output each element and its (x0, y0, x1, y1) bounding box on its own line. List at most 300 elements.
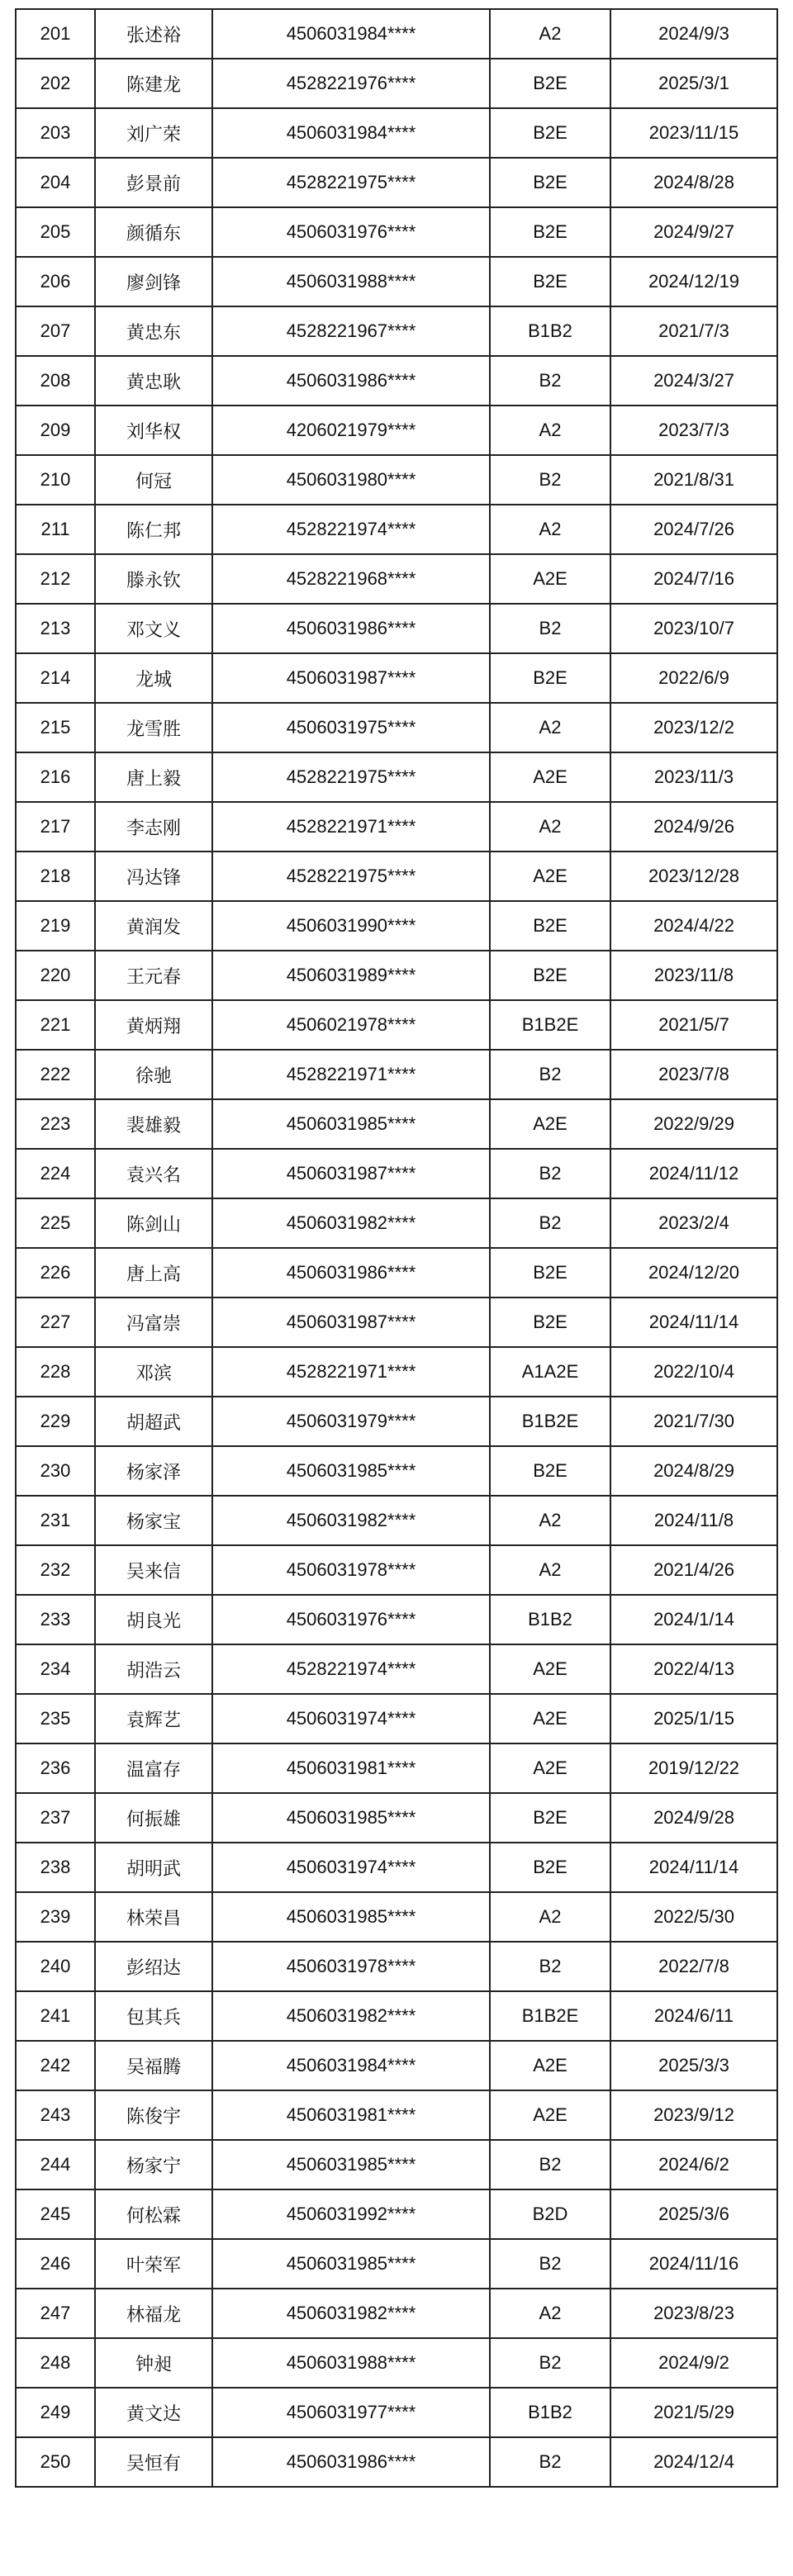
name-cell: 徐驰 (95, 1050, 212, 1099)
row-number-cell: 245 (16, 2189, 95, 2239)
name-cell: 刘广荣 (95, 108, 212, 158)
row-number-cell: 205 (16, 207, 95, 257)
name-cell: 裴雄毅 (95, 1099, 212, 1149)
name-cell: 林福龙 (95, 2289, 212, 2338)
table-row (16, 1297, 777, 1347)
table-row (16, 455, 777, 505)
license-class-cell: B2D (490, 2189, 610, 2239)
license-class-cell: B1B2 (490, 1595, 610, 1644)
name-cell: 黄忠耿 (95, 356, 212, 406)
id-number-cell: 4506031986**** (212, 2437, 490, 2487)
date-cell: 2024/7/16 (610, 554, 777, 604)
id-number-cell: 4506031988**** (212, 2338, 490, 2388)
name-cell: 黄润发 (95, 901, 212, 951)
id-number-cell: 4506031974**** (212, 1843, 490, 1892)
license-class-cell: B2 (490, 1942, 610, 1991)
id-number-cell: 4506031984**** (212, 108, 490, 158)
row-number-cell: 207 (16, 306, 95, 356)
row-number-cell: 222 (16, 1050, 95, 1099)
name-cell: 包其兵 (95, 1991, 212, 2041)
name-cell: 滕永钦 (95, 554, 212, 604)
date-cell: 2024/4/22 (610, 901, 777, 951)
license-class-cell: B1B2E (490, 1991, 610, 2041)
name-cell: 袁兴名 (95, 1149, 212, 1198)
license-class-cell: A2 (490, 1892, 610, 1942)
row-number-cell: 247 (16, 2289, 95, 2338)
date-cell: 2024/11/14 (610, 1297, 777, 1347)
date-cell: 2025/3/3 (610, 2041, 777, 2090)
table-row (16, 505, 777, 554)
row-number-cell: 229 (16, 1397, 95, 1446)
license-class-cell: B2E (490, 1446, 610, 1496)
id-number-cell: 4506031977**** (212, 2388, 490, 2437)
table-row (16, 1496, 777, 1545)
row-number-cell: 220 (16, 951, 95, 1000)
id-number-cell: 4506031986**** (212, 1248, 490, 1297)
name-cell: 冯达锋 (95, 852, 212, 901)
table-row (16, 2041, 777, 2090)
table-row (16, 2289, 777, 2338)
id-number-cell: 4506031978**** (212, 1545, 490, 1595)
date-cell: 2022/7/8 (610, 1942, 777, 1991)
license-class-cell: B2 (490, 2437, 610, 2487)
name-cell: 龙城 (95, 653, 212, 703)
license-class-cell: B2 (490, 604, 610, 653)
date-cell: 2023/12/28 (610, 852, 777, 901)
license-class-cell: A2 (490, 2289, 610, 2338)
row-number-cell: 233 (16, 1595, 95, 1644)
name-cell: 温富存 (95, 1743, 212, 1793)
row-number-cell: 239 (16, 1892, 95, 1942)
id-number-cell: 4528221974**** (212, 1644, 490, 1694)
id-number-cell: 4506031989**** (212, 951, 490, 1000)
license-class-cell: B2E (490, 1793, 610, 1843)
date-cell: 2019/12/22 (610, 1743, 777, 1793)
name-cell: 黄文达 (95, 2388, 212, 2437)
name-cell: 吴福腾 (95, 2041, 212, 2090)
date-cell: 2023/9/12 (610, 2090, 777, 2140)
table-row (16, 1843, 777, 1892)
table-row (16, 1942, 777, 1991)
license-class-cell: B1B2E (490, 1000, 610, 1050)
license-class-cell: B2 (490, 1050, 610, 1099)
id-number-cell: 4506031985**** (212, 2239, 490, 2289)
id-number-cell: 4528221975**** (212, 852, 490, 901)
license-class-cell: A2 (490, 9, 610, 59)
name-cell: 胡超武 (95, 1397, 212, 1446)
name-cell: 叶荣军 (95, 2239, 212, 2289)
row-number-cell: 201 (16, 9, 95, 59)
id-number-cell: 4528221974**** (212, 505, 490, 554)
license-class-cell: B2 (490, 455, 610, 505)
date-cell: 2021/5/7 (610, 1000, 777, 1050)
row-number-cell: 210 (16, 455, 95, 505)
id-number-cell: 4506031992**** (212, 2189, 490, 2239)
id-number-cell: 4506031982**** (212, 1198, 490, 1248)
id-number-cell: 4506031987**** (212, 653, 490, 703)
name-cell: 冯富崇 (95, 1297, 212, 1347)
row-number-cell: 226 (16, 1248, 95, 1297)
name-cell: 何松霖 (95, 2189, 212, 2239)
license-class-cell: A2 (490, 802, 610, 852)
date-cell: 2024/11/8 (610, 1496, 777, 1545)
date-cell: 2024/9/27 (610, 207, 777, 257)
license-class-cell: B2E (490, 951, 610, 1000)
table-row (16, 2090, 777, 2140)
id-number-cell: 4506031986**** (212, 356, 490, 406)
row-number-cell: 212 (16, 554, 95, 604)
id-number-cell: 4506031974**** (212, 1694, 490, 1743)
row-number-cell: 237 (16, 1793, 95, 1843)
date-cell: 2021/8/31 (610, 455, 777, 505)
row-number-cell: 249 (16, 2388, 95, 2437)
id-number-cell: 4506031985**** (212, 1446, 490, 1496)
id-number-cell: 4506031987**** (212, 1149, 490, 1198)
license-class-cell: B2 (490, 1149, 610, 1198)
table-row (16, 1099, 777, 1149)
row-number-cell: 202 (16, 59, 95, 108)
name-cell: 唐上毅 (95, 752, 212, 802)
row-number-cell: 227 (16, 1297, 95, 1347)
table-row (16, 2388, 777, 2437)
row-number-cell: 217 (16, 802, 95, 852)
license-class-cell: B2E (490, 653, 610, 703)
table-row (16, 1793, 777, 1843)
row-number-cell: 228 (16, 1347, 95, 1397)
license-class-cell: B2E (490, 1297, 610, 1347)
date-cell: 2024/12/19 (610, 257, 777, 306)
license-class-cell: A2E (490, 852, 610, 901)
date-cell: 2025/3/1 (610, 59, 777, 108)
date-cell: 2024/6/2 (610, 2140, 777, 2189)
license-class-cell: B2 (490, 2338, 610, 2388)
name-cell: 张述裕 (95, 9, 212, 59)
table-row (16, 1248, 777, 1297)
license-class-cell: B2E (490, 158, 610, 207)
date-cell: 2023/12/2 (610, 703, 777, 752)
id-number-cell: 4506031976**** (212, 207, 490, 257)
row-number-cell: 206 (16, 257, 95, 306)
id-number-cell: 4506031985**** (212, 2140, 490, 2189)
id-number-cell: 4506031988**** (212, 257, 490, 306)
license-class-cell: A2E (490, 1644, 610, 1694)
date-cell: 2021/4/26 (610, 1545, 777, 1595)
date-cell: 2023/10/7 (610, 604, 777, 653)
name-cell: 何冠 (95, 455, 212, 505)
id-number-cell: 4506031978**** (212, 1942, 490, 1991)
table-row (16, 2140, 777, 2189)
row-number-cell: 230 (16, 1446, 95, 1496)
id-number-cell: 4506031984**** (212, 2041, 490, 2090)
table-row (16, 2189, 777, 2239)
name-cell: 杨家宁 (95, 2140, 212, 2189)
date-cell: 2025/1/15 (610, 1694, 777, 1743)
date-cell: 2021/7/3 (610, 306, 777, 356)
table-row (16, 356, 777, 406)
table-row (16, 1198, 777, 1248)
table-row (16, 604, 777, 653)
row-number-cell: 221 (16, 1000, 95, 1050)
table-row (16, 257, 777, 306)
table-row (16, 59, 777, 108)
row-number-cell: 236 (16, 1743, 95, 1793)
name-cell: 唐上高 (95, 1248, 212, 1297)
table-row (16, 406, 777, 455)
date-cell: 2024/3/27 (610, 356, 777, 406)
row-number-cell: 241 (16, 1991, 95, 2041)
row-number-cell: 219 (16, 901, 95, 951)
license-class-cell: B2E (490, 207, 610, 257)
table-body (16, 9, 777, 2487)
date-cell: 2024/6/11 (610, 1991, 777, 2041)
date-cell: 2024/7/26 (610, 505, 777, 554)
id-number-cell: 4506031985**** (212, 1099, 490, 1149)
table-row (16, 1149, 777, 1198)
name-cell: 黄忠东 (95, 306, 212, 356)
date-cell: 2024/11/14 (610, 1843, 777, 1892)
date-cell: 2024/11/16 (610, 2239, 777, 2289)
row-number-cell: 238 (16, 1843, 95, 1892)
table-row (16, 1595, 777, 1644)
license-class-cell: A2E (490, 1743, 610, 1793)
table-row (16, 1397, 777, 1446)
row-number-cell: 209 (16, 406, 95, 455)
license-class-cell: B2 (490, 1198, 610, 1248)
date-cell: 2022/6/9 (610, 653, 777, 703)
row-number-cell: 214 (16, 653, 95, 703)
table-row (16, 9, 777, 59)
name-cell: 刘华权 (95, 406, 212, 455)
date-cell: 2022/10/4 (610, 1347, 777, 1397)
license-class-cell: B1B2 (490, 2388, 610, 2437)
name-cell: 邓滨 (95, 1347, 212, 1397)
name-cell: 龙雪胜 (95, 703, 212, 752)
row-number-cell: 208 (16, 356, 95, 406)
name-cell: 林荣昌 (95, 1892, 212, 1942)
table-row (16, 1000, 777, 1050)
date-cell: 2024/9/2 (610, 2338, 777, 2388)
name-cell: 颜循东 (95, 207, 212, 257)
row-number-cell: 244 (16, 2140, 95, 2189)
row-number-cell: 235 (16, 1694, 95, 1743)
table-row (16, 653, 777, 703)
date-cell: 2024/12/4 (610, 2437, 777, 2487)
table-row (16, 207, 777, 257)
row-number-cell: 242 (16, 2041, 95, 2090)
date-cell: 2024/8/29 (610, 1446, 777, 1496)
name-cell: 陈俊宇 (95, 2090, 212, 2140)
license-class-cell: A2E (490, 554, 610, 604)
license-class-cell: B2E (490, 108, 610, 158)
date-cell: 2023/2/4 (610, 1198, 777, 1248)
row-number-cell: 204 (16, 158, 95, 207)
license-class-cell: B2E (490, 1248, 610, 1297)
id-number-cell: 4506021978**** (212, 1000, 490, 1050)
row-number-cell: 203 (16, 108, 95, 158)
date-cell: 2021/7/30 (610, 1397, 777, 1446)
date-cell: 2022/5/30 (610, 1892, 777, 1942)
id-number-cell: 4506031975**** (212, 703, 490, 752)
table-row (16, 1991, 777, 2041)
table-row (16, 1644, 777, 1694)
row-number-cell: 218 (16, 852, 95, 901)
id-number-cell: 4506031984**** (212, 9, 490, 59)
row-number-cell: 243 (16, 2090, 95, 2140)
table-row (16, 1446, 777, 1496)
license-class-cell: A1A2E (490, 1347, 610, 1397)
date-cell: 2021/5/29 (610, 2388, 777, 2437)
row-number-cell: 224 (16, 1149, 95, 1198)
name-cell: 胡浩云 (95, 1644, 212, 1694)
license-class-cell: B2E (490, 1843, 610, 1892)
name-cell: 钟昶 (95, 2338, 212, 2388)
name-cell: 吴来信 (95, 1545, 212, 1595)
name-cell: 吴恒有 (95, 2437, 212, 2487)
id-number-cell: 4528221971**** (212, 1050, 490, 1099)
table-row (16, 1743, 777, 1793)
row-number-cell: 215 (16, 703, 95, 752)
date-cell: 2023/11/3 (610, 752, 777, 802)
table-row (16, 852, 777, 901)
date-cell: 2024/8/28 (610, 158, 777, 207)
license-class-cell: A2E (490, 1694, 610, 1743)
id-number-cell: 4506031982**** (212, 2289, 490, 2338)
name-cell: 廖剑锋 (95, 257, 212, 306)
table-row (16, 752, 777, 802)
name-cell: 彭绍达 (95, 1942, 212, 1991)
table-row (16, 802, 777, 852)
date-cell: 2024/1/14 (610, 1595, 777, 1644)
name-cell: 李志刚 (95, 802, 212, 852)
row-number-cell: 246 (16, 2239, 95, 2289)
license-class-cell: A2 (490, 1545, 610, 1595)
date-cell: 2022/4/13 (610, 1644, 777, 1694)
id-number-cell: 4528221967**** (212, 306, 490, 356)
table-row (16, 158, 777, 207)
date-cell: 2024/9/26 (610, 802, 777, 852)
license-class-cell: B2E (490, 901, 610, 951)
table-row (16, 951, 777, 1000)
name-cell: 胡良光 (95, 1595, 212, 1644)
license-class-cell: B2 (490, 2140, 610, 2189)
date-cell: 2025/3/6 (610, 2189, 777, 2239)
id-number-cell: 4506031986**** (212, 604, 490, 653)
row-number-cell: 231 (16, 1496, 95, 1545)
id-number-cell: 4528221968**** (212, 554, 490, 604)
name-cell: 黄炳翔 (95, 1000, 212, 1050)
license-class-cell: A2 (490, 703, 610, 752)
name-cell: 陈建龙 (95, 59, 212, 108)
table-row (16, 1892, 777, 1942)
table-row (16, 554, 777, 604)
license-class-cell: A2 (490, 406, 610, 455)
id-number-cell: 4506031987**** (212, 1297, 490, 1347)
row-number-cell: 232 (16, 1545, 95, 1595)
id-number-cell: 4506031982**** (212, 1991, 490, 2041)
date-cell: 2023/11/8 (610, 951, 777, 1000)
table-row (16, 2338, 777, 2388)
table-row (16, 1694, 777, 1743)
name-cell: 何振雄 (95, 1793, 212, 1843)
license-class-cell: B2E (490, 59, 610, 108)
license-class-cell: B2E (490, 257, 610, 306)
row-number-cell: 216 (16, 752, 95, 802)
row-number-cell: 250 (16, 2437, 95, 2487)
license-class-cell: B2 (490, 356, 610, 406)
name-cell: 彭景前 (95, 158, 212, 207)
license-class-cell: B2 (490, 2239, 610, 2289)
license-class-cell: A2E (490, 2090, 610, 2140)
id-number-cell: 4506031985**** (212, 1892, 490, 1942)
date-cell: 2024/11/12 (610, 1149, 777, 1198)
table-row (16, 306, 777, 356)
license-class-cell: A2 (490, 505, 610, 554)
row-number-cell: 240 (16, 1942, 95, 1991)
row-number-cell: 211 (16, 505, 95, 554)
table-row (16, 703, 777, 752)
table-row (16, 2437, 777, 2487)
table-row (16, 108, 777, 158)
name-cell: 王元春 (95, 951, 212, 1000)
id-number-cell: 4506031981**** (212, 1743, 490, 1793)
license-class-cell: A2E (490, 1099, 610, 1149)
row-number-cell: 213 (16, 604, 95, 653)
name-cell: 杨家泽 (95, 1446, 212, 1496)
id-number-cell: 4528221976**** (212, 59, 490, 108)
name-cell: 杨家宝 (95, 1496, 212, 1545)
date-cell: 2023/7/3 (610, 406, 777, 455)
row-number-cell: 248 (16, 2338, 95, 2388)
id-number-cell: 4506031982**** (212, 1496, 490, 1545)
table-row (16, 1050, 777, 1099)
id-number-cell: 4506031985**** (212, 1793, 490, 1843)
driver-records-table (15, 8, 778, 2488)
id-number-cell: 4506031990**** (212, 901, 490, 951)
id-number-cell: 4206021979**** (212, 406, 490, 455)
date-cell: 2023/8/23 (610, 2289, 777, 2338)
date-cell: 2023/7/8 (610, 1050, 777, 1099)
name-cell: 胡明武 (95, 1843, 212, 1892)
id-number-cell: 4506031980**** (212, 455, 490, 505)
row-number-cell: 225 (16, 1198, 95, 1248)
id-number-cell: 4506031981**** (212, 2090, 490, 2140)
id-number-cell: 4528221971**** (212, 802, 490, 852)
license-class-cell: B1B2E (490, 1397, 610, 1446)
license-class-cell: A2E (490, 752, 610, 802)
table-row (16, 1545, 777, 1595)
row-number-cell: 223 (16, 1099, 95, 1149)
name-cell: 邓文义 (95, 604, 212, 653)
date-cell: 2024/9/3 (610, 9, 777, 59)
date-cell: 2024/12/20 (610, 1248, 777, 1297)
license-class-cell: A2 (490, 1496, 610, 1545)
date-cell: 2022/9/29 (610, 1099, 777, 1149)
table-row (16, 1347, 777, 1397)
license-class-cell: B1B2 (490, 306, 610, 356)
id-number-cell: 4528221975**** (212, 158, 490, 207)
table-row (16, 901, 777, 951)
id-number-cell: 4528221971**** (212, 1347, 490, 1397)
date-cell: 2024/9/28 (610, 1793, 777, 1843)
name-cell: 陈剑山 (95, 1198, 212, 1248)
license-class-cell: A2E (490, 2041, 610, 2090)
date-cell: 2023/11/15 (610, 108, 777, 158)
name-cell: 袁辉艺 (95, 1694, 212, 1743)
id-number-cell: 4506031976**** (212, 1595, 490, 1644)
name-cell: 陈仁邦 (95, 505, 212, 554)
id-number-cell: 4506031979**** (212, 1397, 490, 1446)
id-number-cell: 4528221975**** (212, 752, 490, 802)
